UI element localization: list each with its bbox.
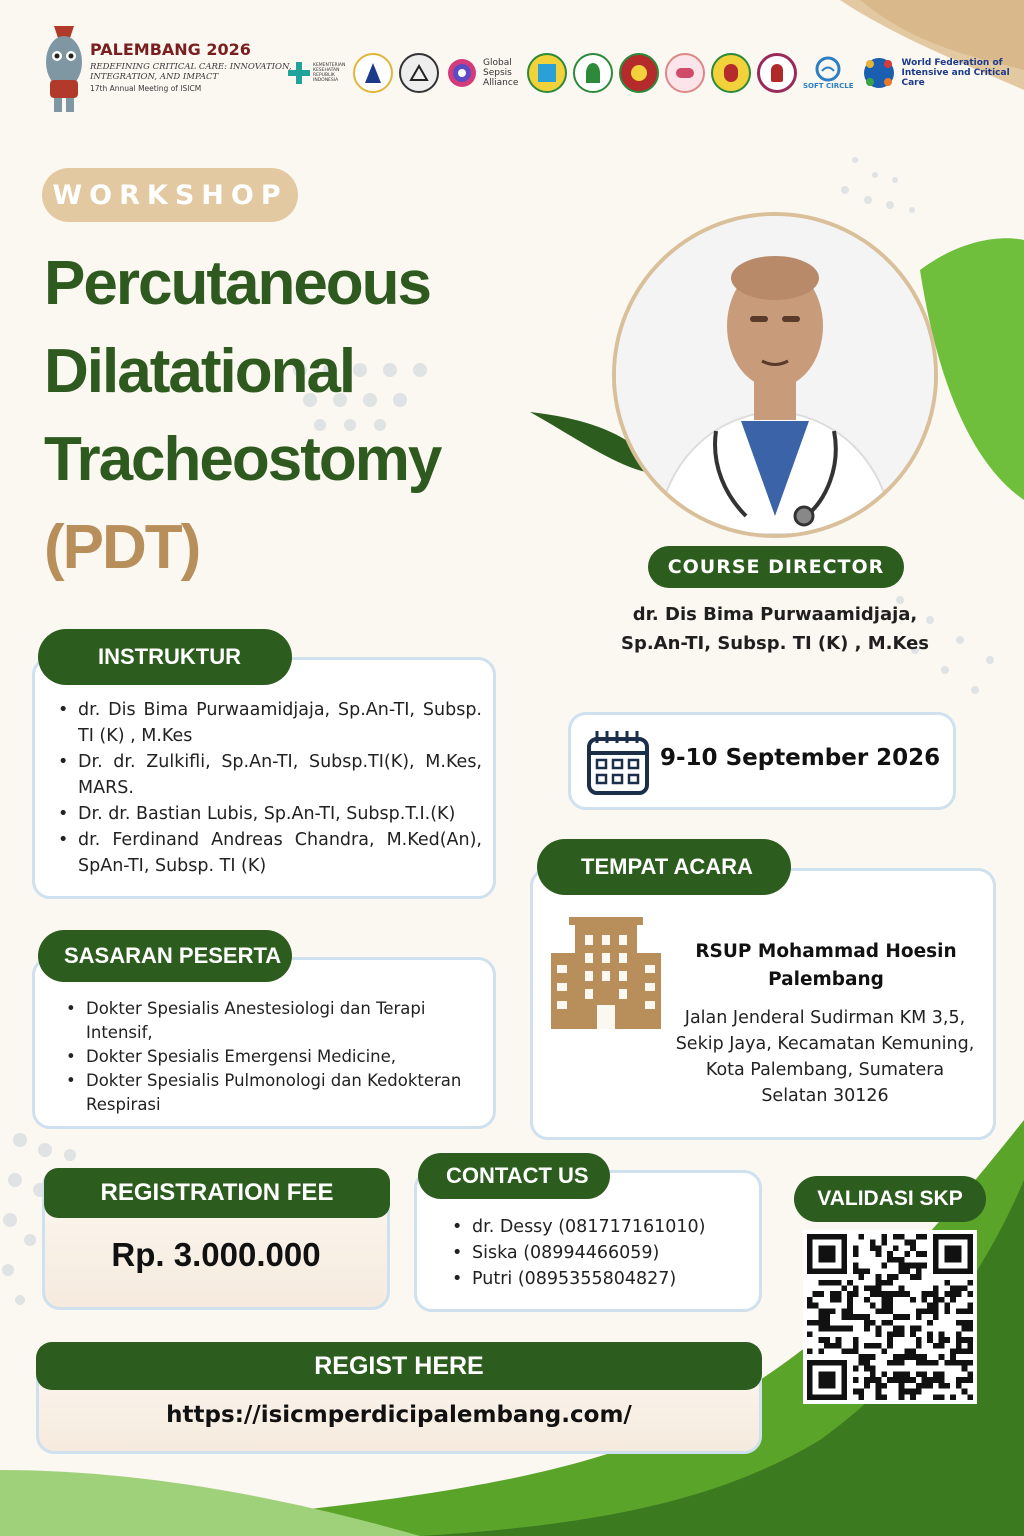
list-item: • Dokter Spesialis Pulmonologi dan Kedokteran Respirasi [60,1069,480,1117]
brand-meeting: 17th Annual Meeting of ISICM [90,84,202,93]
regist-header [36,1342,762,1390]
soft-circle-logo [803,56,854,90]
wfiicc-logo [860,54,1012,92]
instructor-list [52,697,482,879]
pdpi-logo [711,53,751,93]
qr-modules [807,1234,973,1400]
society-logo-3 [573,53,613,93]
title-line-3: Tracheostomy [44,425,441,494]
qr-code-icon [807,1234,973,1400]
registration-fee-label: REGISTRATION FEE [100,1179,334,1206]
list-item[interactable]: • Siska (08994466059) [448,1240,705,1266]
society-logo-2 [527,53,567,93]
society-logo-1 [399,53,439,93]
course-director-badge [648,546,904,588]
hippii-logo [665,53,705,93]
gsa-label: Global Sepsis Alliance [483,57,519,88]
target-participants-label: SASARAN PESERTA [64,943,282,968]
registration-price: Rp. 3.000.000 [111,1236,321,1273]
isicm-indonesia-logo [353,53,393,93]
building-icon [551,917,661,1029]
course-director-photo [612,212,938,538]
skp-header [794,1176,986,1222]
venue-address: Jalan Jenderal Sudirman KM 3,5, Sekip Jaya, Kecamatan Kemuning, Kota Palembang, Sumatera Selatan 30126 [675,1008,975,1106]
cd-name-line-1: dr. Dis Bima Purwaamidjaja, [632,604,918,625]
workshop-badge [42,168,298,222]
target-participants-list [60,997,480,1117]
registration-fee-header [44,1168,390,1218]
instructor-label: INSTRUKTUR [98,644,241,669]
kemenkes-label: KEMENTERIAN KESEHATAN REPUBLIK INDONESIA [313,62,346,83]
contact-header [418,1153,610,1199]
cd-name-line-2: Sp.An-TI, Subsp. TI (K) , M.Kes [620,633,930,654]
brand-subtitle: REDEFINING CRITICAL CARE: INNOVATION, INTEGRATION, AND IMPACT [90,62,292,82]
venue-name: RSUP Mohammad Hoesin Palembang [695,941,957,990]
world-icon [860,54,898,92]
mascot-icon [40,22,88,114]
venue-label: TEMPAT ACARA [581,854,753,879]
event-date: 9-10 September 2026 [660,745,941,771]
contact-label: CONTACT US [446,1163,589,1188]
venue-header [537,839,791,895]
triangle-icon [409,63,429,83]
contact-list [448,1214,705,1292]
skp-label: VALIDASI SKP [817,1187,963,1210]
list-item[interactable]: • dr. Dessy (081717161010) [448,1214,705,1240]
title-line-2: Dilatational [44,337,355,406]
list-item: • Dr. dr. Bastian Lubis, Sp.An-TI, Subsp.T.I.(K) [52,801,482,827]
list-item: • dr. Dis Bima Purwaamidjaja, Sp.An-TI, Subsp. TI (K) , M.Kes [52,697,482,749]
partner-logos [288,45,1010,100]
soft-circle-label: SOFT CIRCLE [803,81,854,90]
registration-url-link[interactable]: https://isicmperdicipalembang.com/ [166,1402,632,1428]
society-logo-4 [619,53,659,93]
title-acronym: (PDT) [44,513,200,582]
isicm-icon [361,61,385,85]
brand-title: PALEMBANG 2026 [90,40,251,59]
list-item: • Dokter Spesialis Anestesiologi dan Terapi Intensif, [60,997,480,1045]
instructor-header [38,629,292,685]
course-director-label: COURSE DIRECTOR [667,556,885,578]
regist-label: REGIST HERE [314,1351,484,1380]
list-item[interactable]: • Putri (0895355804827) [448,1266,705,1292]
kemenkes-icon [288,62,310,84]
gsa-logo [445,56,521,90]
title-line-1: Percutaneous [44,249,431,318]
workshop-label: WORKSHOP [52,179,288,211]
list-item: • Dr. dr. Zulkifli, Sp.An-TI, Subsp.TI(K), M.Kes, MARS. [52,749,482,801]
qr-code[interactable] [803,1230,977,1404]
target-participants-header [38,930,292,982]
calendar-icon [585,727,651,797]
event-logo [40,22,290,117]
society-logo-5 [757,53,797,93]
workshop-title [44,240,514,592]
list-item: • Dokter Spesialis Emergensi Medicine, [60,1045,480,1069]
globe-icon [445,56,479,90]
list-item: • dr. Ferdinand Andreas Chandra, M.Ked(An), SpAn-TI, Subsp. TI (K) [52,827,482,879]
wfiicc-label: World Federation of Intensive and Critical Care [901,57,1010,88]
course-director-name [600,600,950,658]
soft-circle-icon [815,56,841,82]
kemenkes-logo [288,62,347,84]
doctor-portrait-icon [616,216,934,534]
